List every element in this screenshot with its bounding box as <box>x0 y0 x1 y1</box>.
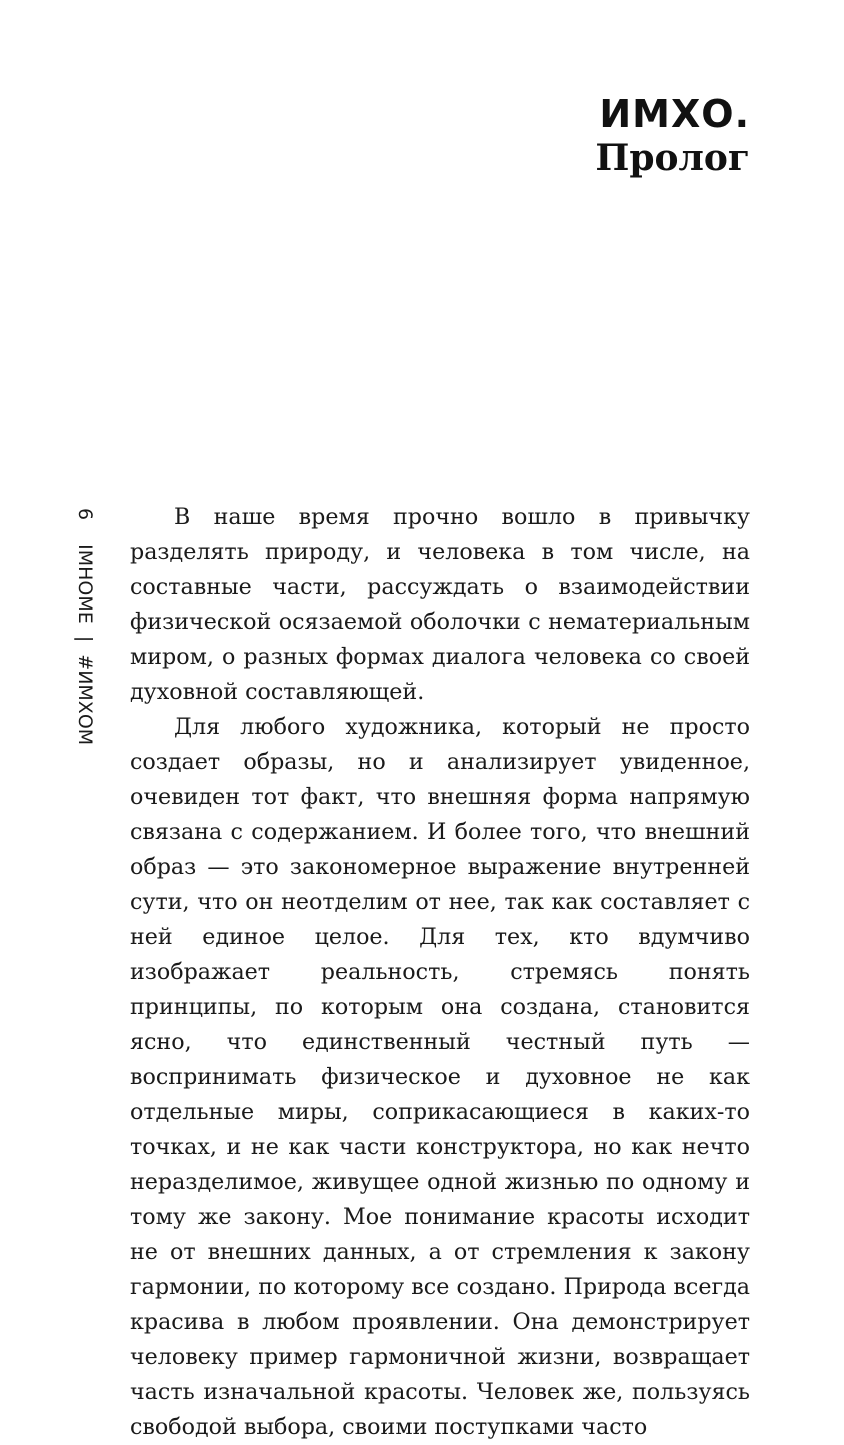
paragraph: Для любого художника, который не просто создает образы, но и анализирует увиденное, очевиден тот факт, что внешняя форма напрямую связана с содержанием. И более того, что внешний образ — это закономерное выражение внутренней сути, что он неотделим от нее, так как составляет с ней единое целое. Для тех, кто вдумчиво изображает реальность, стремясь понять принципы, по которым она создана, становится ясно, что единственный честный путь — воспринимать физическое и духовное не как отдельные миры, соприкасающиеся в каких-то точках, и не как части конструктора, но как нечто неразделимое, живущее одной жизнью по одному и тому же закону. Мое понимание красоты исходит не от внешних данных, а от стремления к закону гармонии, по которому все создано. Природа всегда красива в любом проявлении. Она демонстрирует человеку пример гармоничной жизни, возвращает часть изначальной красоты. Человек же, пользуясь свободой выбора, своими поступками часто <box>130 714 750 1440</box>
paragraph: В наше время прочно вошло в привычку разделять природу, и человека в том числе, на составные части, рассуждать о взаимодействии физической осязаемой оболочки с нематериальным миром, о разных формах диалога человека со своей духовной составляющей. <box>130 504 750 705</box>
body-text <box>130 500 750 1445</box>
chapter-subtitle: Пролог <box>595 137 750 179</box>
running-head-separator: | <box>74 635 96 643</box>
running-head <box>74 508 96 745</box>
book-title: IMHOME <box>74 544 96 624</box>
page-number: 6 <box>74 508 96 521</box>
chapter-title: ИМХО. <box>599 92 750 136</box>
chapter-title-block <box>595 92 750 180</box>
book-hashtag: #ИМХОМ <box>74 654 96 746</box>
